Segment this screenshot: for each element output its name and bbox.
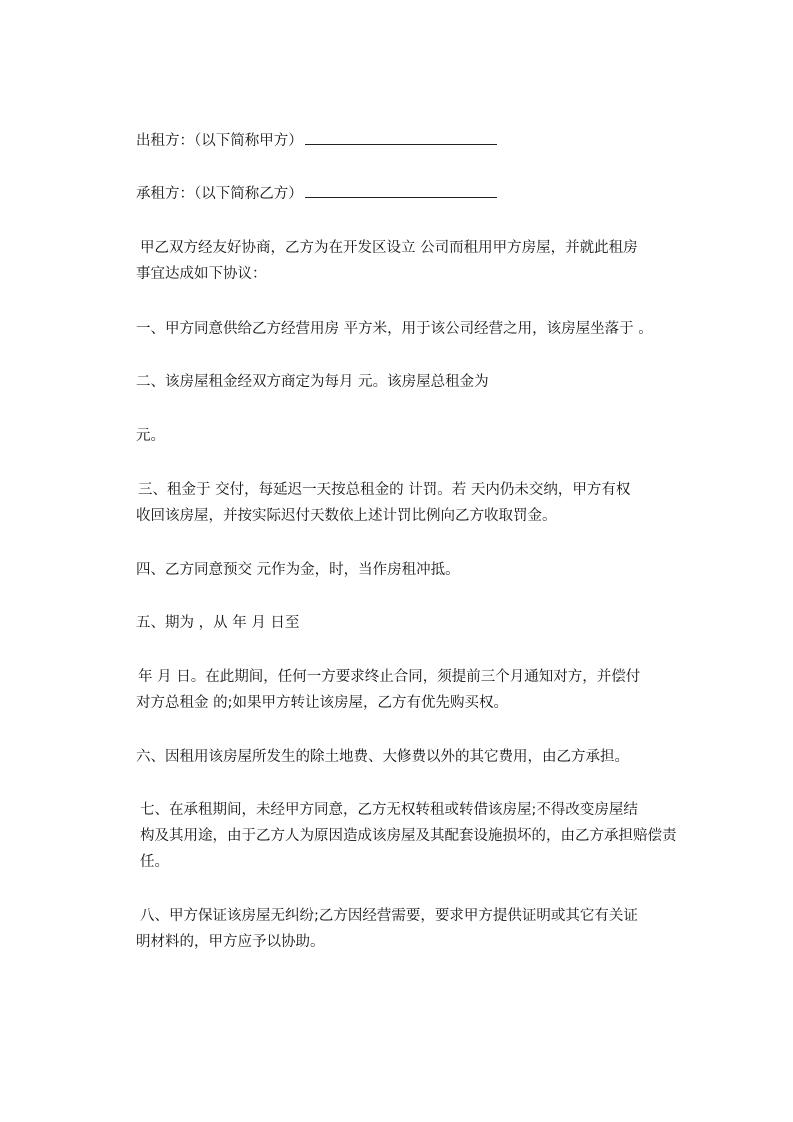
clause-4: 四、乙方同意预交 元作为金，时，当作房租冲抵。	[136, 562, 460, 578]
lessor-blank	[305, 130, 497, 145]
clause-7-line-1: 七、在承租期间，未经甲方同意，乙方无权转租或转借该房屋;不得改变房屋结	[140, 802, 638, 818]
clause-2-line-1: 二、该房屋租金经双方商定为每月 元。该房屋总租金为	[136, 374, 489, 390]
lessor-line	[136, 128, 497, 154]
intro-line-2: 事宜达成如下协议：	[136, 266, 267, 282]
lessor-label: 出租方：（以下简称甲方）	[136, 133, 303, 149]
clause-8-line-2: 明材料的，甲方应予以协助。	[136, 934, 325, 950]
clause-7-line-3: 任。	[140, 854, 169, 870]
lessee-line	[136, 181, 497, 207]
clause-2-line-2: 元。	[136, 428, 165, 444]
lessee-blank	[305, 183, 497, 198]
clause-3-line-1: 三、租金于 交付，每延迟一天按总租金的 计罚。若 天内仍未交纳，甲方有权	[138, 482, 631, 498]
clause-7-line-2: 构及其用途，由于乙方人为原因造成该房屋及其配套设施损坏的，由乙方承担赔偿责	[140, 828, 677, 844]
clause-1: 一、甲方同意供给乙方经营用房 平方米，用于该公司经营之用，该房屋坐落于 。	[136, 321, 653, 337]
intro-line-1: 甲乙双方经友好协商，乙方为在开发区设立 公司而租用甲方房屋，并就此租房	[140, 240, 638, 256]
clause-8-line-1: 八、甲方保证该房屋无纠纷;乙方因经营需要，要求甲方提供证明或其它有关证	[140, 908, 638, 924]
clause-5-line-2: 年 月 日。在此期间，任何一方要求终止合同，须提前三个月通知对方，并偿付	[138, 669, 641, 685]
clause-6: 六、因租用该房屋所发生的除土地费、大修费以外的其它费用，由乙方承担。	[136, 749, 629, 765]
clause-3-line-2: 收回该房屋，并按实际迟付天数依上述计罚比例向乙方收取罚金。	[136, 508, 557, 524]
lessee-label: 承租方：（以下简称乙方）	[136, 186, 303, 202]
clause-5-line-3: 对方总租金 的;如果甲方转让该房屋，乙方有优先购买权。	[136, 695, 508, 711]
clause-5-line-1: 五、期为 ，从 年 月 日至	[136, 615, 300, 631]
